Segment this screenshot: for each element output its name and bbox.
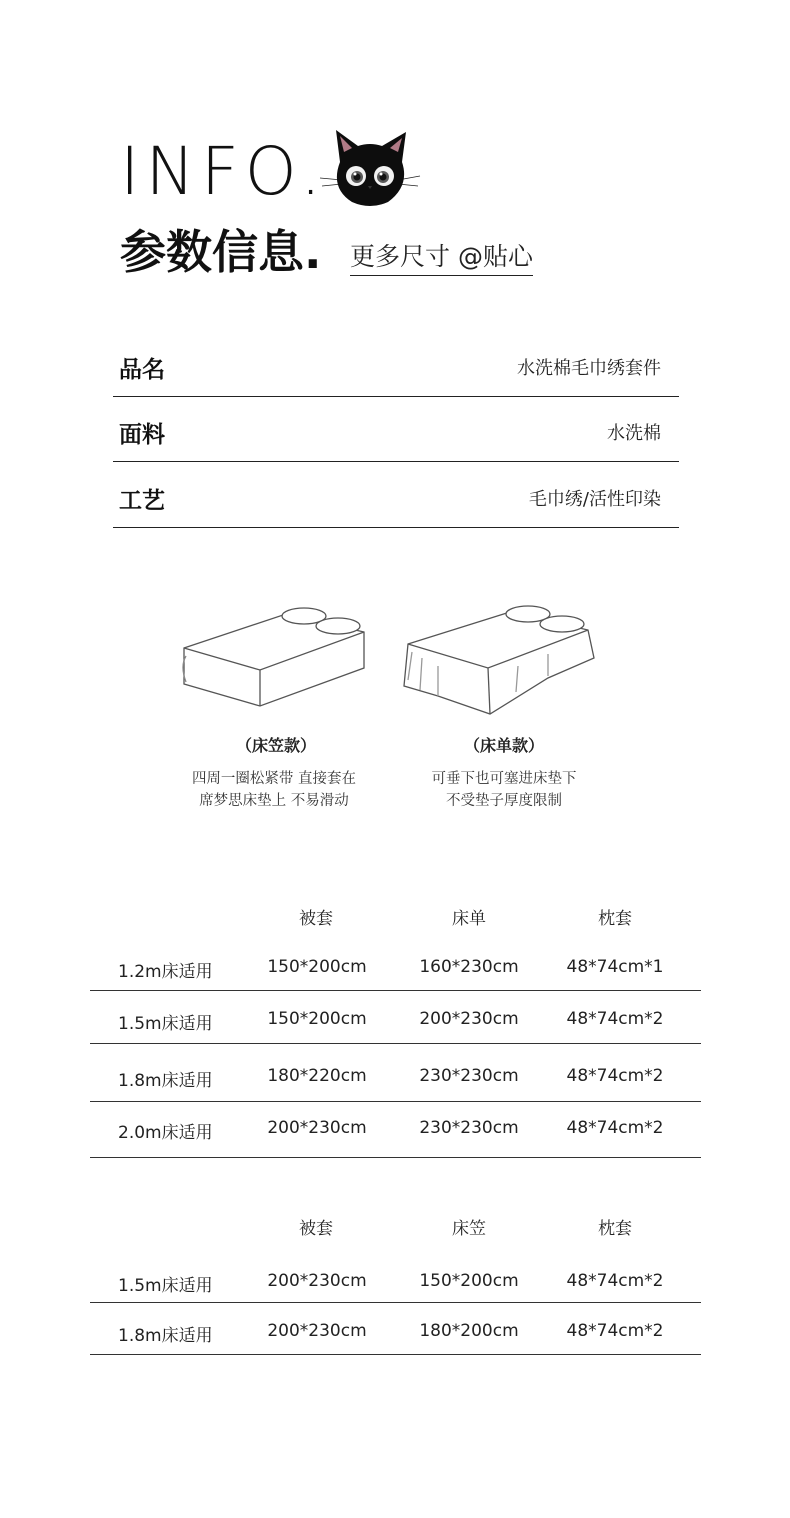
table-row [90, 1044, 701, 1102]
table-row [90, 1102, 701, 1158]
size-table-fitted-sheet [90, 1214, 701, 1364]
fitted-sheet-illustration [176, 596, 376, 726]
table-cell: 2.0m床适用 [118, 1123, 213, 1143]
table-header: 床笠 [452, 1219, 486, 1239]
black-cat-icon [318, 126, 422, 210]
bed-type-desc [164, 768, 384, 812]
param-row-name [113, 348, 679, 397]
desc-line: 四周一圈松紧带 直接套在 [191, 771, 357, 787]
table-cell: 1.5m床适用 [118, 1276, 213, 1296]
table-cell: 230*230cm [419, 1066, 519, 1086]
table-cell: 1.5m床适用 [118, 1014, 213, 1034]
bed-type-desc [394, 768, 614, 812]
param-value: 水洗棉毛巾绣套件 [517, 358, 661, 379]
table-header: 被套 [299, 909, 333, 929]
subtitle: 更多尺寸 @贴心 [350, 240, 533, 276]
table-cell: 48*74cm*2 [566, 1009, 664, 1029]
table-cell: 230*230cm [419, 1118, 519, 1138]
table-row [90, 991, 701, 1044]
param-label: 工艺 [119, 488, 165, 514]
info-title: INFO. [120, 133, 328, 210]
table-cell: 48*74cm*2 [566, 1118, 664, 1138]
param-row-fabric [113, 413, 679, 462]
param-label: 面料 [119, 422, 165, 448]
param-label: 品名 [119, 357, 165, 383]
table-cell: 48*74cm*2 [566, 1066, 664, 1086]
desc-line: 席梦思床垫上 不易滑动 [199, 793, 349, 809]
desc-line: 可垂下也可塞进床垫下 [431, 771, 577, 787]
desc-line: 不受垫子厚度限制 [446, 793, 562, 809]
table-row [90, 944, 701, 991]
param-row-craft [113, 479, 679, 528]
table-cell: 48*74cm*2 [566, 1271, 664, 1291]
table-row [90, 1254, 701, 1303]
table-cell: 180*200cm [419, 1321, 519, 1341]
table-cell: 200*230cm [267, 1118, 367, 1138]
table-cell: 200*230cm [419, 1009, 519, 1029]
table-row [90, 1303, 701, 1355]
size-table-flat-sheet [90, 904, 701, 1164]
param-value: 毛巾绣/活性印染 [528, 489, 661, 510]
table-cell: 48*74cm*1 [566, 957, 664, 977]
table-header: 床单 [452, 909, 486, 929]
table-cell: 160*230cm [419, 957, 519, 977]
table-cell: 200*230cm [267, 1271, 367, 1291]
table-cell: 1.8m床适用 [118, 1071, 213, 1091]
bed-type-name: （床笠款） [235, 736, 316, 755]
table-cell: 150*200cm [267, 957, 367, 977]
table-cell: 48*74cm*2 [566, 1321, 664, 1341]
table-cell: 1.8m床适用 [118, 1326, 213, 1346]
table-cell: 150*200cm [419, 1271, 519, 1291]
table-header: 被套 [299, 1219, 333, 1239]
table-cell: 180*220cm [267, 1066, 367, 1086]
table-cell: 200*230cm [267, 1321, 367, 1341]
table-header: 枕套 [598, 909, 632, 929]
flat-sheet-illustration [398, 596, 598, 726]
page-title: 参数信息. [120, 225, 322, 279]
param-value: 水洗棉 [607, 423, 661, 444]
table-cell: 1.2m床适用 [118, 962, 213, 982]
bed-type-name: （床单款） [463, 736, 544, 755]
table-header: 枕套 [598, 1219, 632, 1239]
table-cell: 150*200cm [267, 1009, 367, 1029]
